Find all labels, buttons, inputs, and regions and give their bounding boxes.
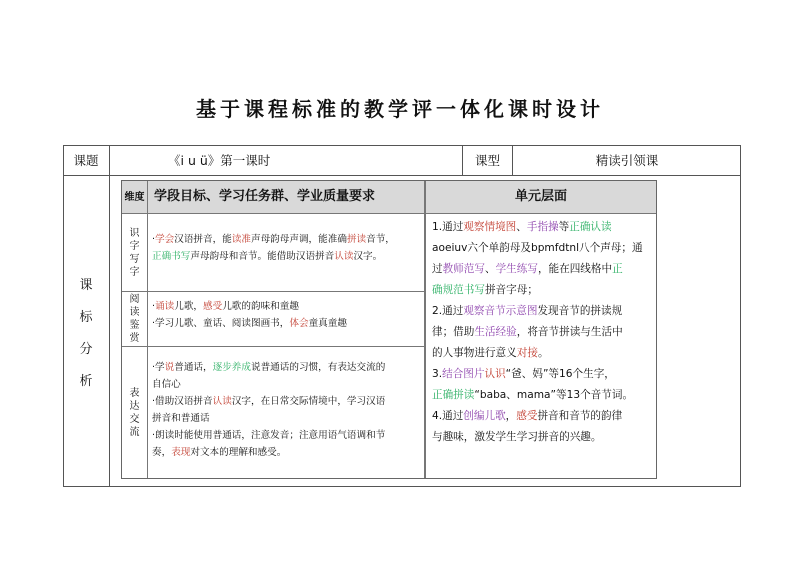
- text-line: [152, 359, 420, 376]
- text-segment: 汉字，在日常交际情境中，学习汉语: [231, 396, 386, 407]
- text-segment: 声母韵母声调，能准确: [251, 234, 347, 245]
- lesson-label: 课题: [73, 153, 99, 168]
- text-segment: 读准: [231, 234, 251, 245]
- req-literacy: [148, 229, 424, 265]
- analysis-char: 分: [79, 342, 93, 357]
- dim-char: 交: [129, 413, 140, 425]
- text-segment: ·学: [152, 362, 165, 373]
- text-segment: 汉语拼音，能: [174, 234, 232, 245]
- text-line: [152, 248, 420, 265]
- text-segment: 过: [432, 263, 443, 275]
- type-value: 精读引领课: [595, 153, 659, 168]
- text-segment: 儿歌，: [174, 301, 204, 312]
- text-segment: 拼音字母；: [484, 284, 538, 296]
- text-line: [152, 231, 420, 248]
- text-segment: 3.: [432, 368, 443, 380]
- unit-header: 单元层面: [514, 189, 567, 204]
- text-segment: 拼音和音节的韵律: [537, 410, 623, 422]
- dim-char: 字: [129, 240, 140, 252]
- lesson-value: 《i u ü》第一课时: [168, 153, 271, 168]
- dim-char: 鉴: [129, 320, 140, 331]
- text-line: [432, 322, 650, 343]
- text-segment: 律；借助: [432, 326, 475, 338]
- text-segment: ，能在四线格中: [537, 263, 613, 275]
- text-segment: 手指操: [526, 221, 559, 233]
- text-segment: 正确拼读: [432, 389, 475, 401]
- text-segment: aoeiuv六个单韵母及bpmfdtnl八个声母；通: [432, 242, 643, 254]
- col-divider-1: [109, 145, 110, 487]
- text-line: [432, 427, 650, 448]
- unit-content: [426, 213, 656, 452]
- text-segment: 认读: [212, 396, 232, 407]
- text-segment: 感受: [203, 301, 223, 312]
- text-segment: 声母韵母和音节。能借助汉语拼音: [190, 251, 335, 262]
- text-segment: 、: [516, 221, 527, 233]
- text-segment: 对文本的理解和感受。: [190, 447, 287, 458]
- text-line: [152, 376, 420, 393]
- text-segment: 感受: [516, 410, 538, 422]
- text-segment: 说普通话的习惯，有表达交流的: [251, 362, 386, 373]
- text-segment: 等: [558, 221, 570, 233]
- text-segment: 拼音和普通话: [152, 413, 210, 424]
- text-segment: 体会: [289, 318, 309, 329]
- text-segment: 观察音节示意图: [463, 305, 538, 317]
- text-segment: 。: [537, 347, 549, 359]
- dim-char: 写: [129, 253, 140, 265]
- text-segment: 诵读: [155, 301, 175, 312]
- text-segment: ，: [505, 410, 517, 422]
- analysis-char: 标: [79, 310, 93, 325]
- text-line: [152, 315, 420, 332]
- standards-table: [121, 180, 657, 479]
- dim-char: 达: [129, 400, 140, 412]
- req-reading: [148, 296, 424, 332]
- text-segment: 音节，: [366, 234, 395, 245]
- text-segment: 的人事物进行意义: [432, 347, 517, 359]
- text-line: [152, 298, 420, 315]
- text-segment: ·借助汉语拼音: [152, 396, 213, 407]
- text-line: [432, 406, 650, 427]
- req-expression: [148, 357, 424, 461]
- text-segment: 学生练写: [495, 263, 538, 275]
- text-segment: 说: [164, 362, 175, 373]
- page-title: 基于课程标准的教学评一体化课时设计: [196, 97, 604, 121]
- text-segment: 结合图片: [442, 368, 485, 380]
- analysis-char: 课: [79, 278, 93, 293]
- req-header: 学段目标、学习任务群、学业质量要求: [154, 189, 376, 204]
- dim-expression: [122, 347, 148, 478]
- dim-header: 维度: [122, 181, 148, 213]
- text-segment: ·: [152, 301, 156, 312]
- text-segment: 教师范写: [442, 263, 485, 275]
- row-divider-1: [122, 291, 424, 292]
- dim-char: 表: [129, 387, 140, 399]
- text-segment: 1.通过: [432, 221, 464, 233]
- text-segment: 正确书写: [152, 251, 191, 262]
- text-line: [432, 364, 650, 385]
- text-segment: 与趣味，激发学生学习拼音的兴趣。: [432, 431, 602, 443]
- text-line: [152, 393, 420, 410]
- dim-literacy: [122, 214, 148, 291]
- text-segment: 学会: [155, 234, 175, 245]
- dim-reading: [122, 292, 148, 346]
- text-segment: 汉字。: [353, 251, 383, 262]
- text-segment: 普通话，: [174, 362, 213, 373]
- dim-char: 读: [129, 307, 140, 318]
- text-line: [432, 238, 650, 259]
- text-segment: 表现: [171, 447, 191, 458]
- dim-char: 阅: [129, 294, 140, 305]
- text-segment: 正: [612, 263, 623, 275]
- text-line: [432, 280, 650, 301]
- dim-char: 赏: [129, 333, 140, 344]
- text-line: [152, 427, 420, 444]
- text-line: [152, 410, 420, 427]
- text-line: [432, 343, 650, 364]
- text-segment: 观察情境图: [463, 221, 517, 233]
- text-segment: ·学习儿歌、童话、阅读图画书，: [152, 318, 290, 329]
- text-segment: ，将音节拼读与生活中: [516, 326, 623, 338]
- text-segment: 2.通过: [432, 305, 464, 317]
- row-divider-2: [122, 346, 424, 347]
- type-label: 课型: [474, 153, 500, 168]
- text-segment: 对接: [516, 347, 538, 359]
- header-divider: [63, 175, 741, 176]
- text-segment: 生活经验: [474, 326, 517, 338]
- dim-char: 字: [129, 266, 140, 278]
- text-segment: ·: [152, 234, 156, 245]
- text-line: [432, 259, 650, 280]
- analysis-label: [63, 176, 109, 487]
- text-segment: “baba、mama”等13个音节词。: [474, 389, 634, 401]
- text-segment: 、: [484, 263, 496, 275]
- text-segment: 正确认读: [569, 221, 612, 233]
- text-segment: 奏，: [152, 447, 172, 458]
- text-segment: ·朗读时能使用普通话，注意发音；注意用语气语调和节: [152, 430, 386, 441]
- analysis-char: 析: [79, 374, 93, 389]
- text-segment: “爸、妈”等16个生字，: [505, 368, 615, 380]
- text-segment: 童真童趣: [308, 318, 347, 329]
- text-segment: 拼读: [346, 234, 367, 245]
- text-line: [432, 217, 650, 238]
- dim-char: 识: [129, 227, 140, 239]
- text-line: [432, 301, 650, 322]
- text-segment: 4.通过: [432, 410, 464, 422]
- dim-char: 流: [129, 426, 140, 438]
- text-segment: 认识: [484, 368, 506, 380]
- text-segment: 发现音节的拼读规: [537, 305, 623, 317]
- text-segment: 自信心: [152, 379, 181, 390]
- text-line: [432, 385, 650, 406]
- text-line: [152, 444, 420, 461]
- text-segment: 确规范书写: [432, 284, 485, 296]
- text-segment: 认读: [334, 251, 354, 262]
- text-segment: 儿歌的韵味和童趣: [222, 301, 299, 312]
- text-segment: 创编儿歌: [463, 410, 506, 422]
- text-segment: 逐步养成: [212, 362, 251, 373]
